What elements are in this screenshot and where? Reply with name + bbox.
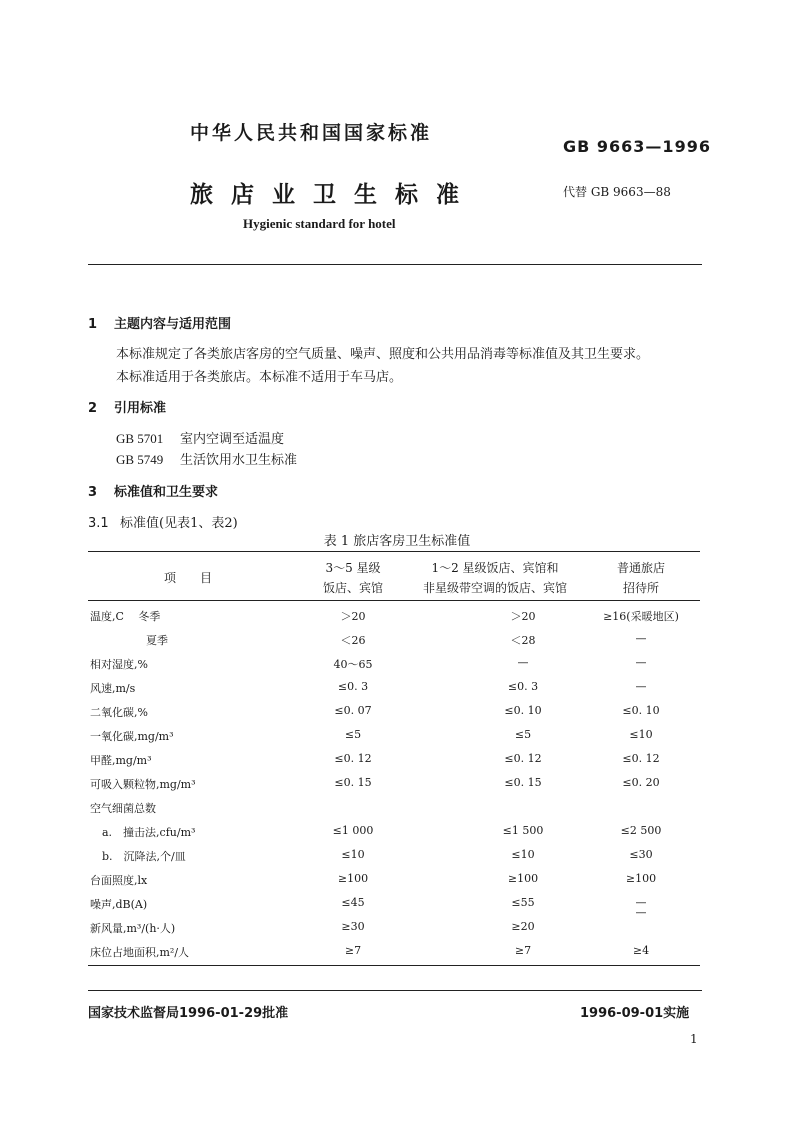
table-row — [88, 848, 700, 872]
cell-ordinary: — — [635, 896, 647, 909]
cell-3-5-star: ＞20 — [340, 610, 366, 623]
section-number: 1 — [88, 317, 98, 332]
table-caption: 表 1 旅店客房卫生标准值 — [323, 534, 471, 549]
cell-ordinary: — — [635, 656, 647, 669]
cell-3-5-star: ≥100 — [337, 872, 369, 885]
effective-date: 1996-09-01实施 — [580, 1006, 690, 1021]
cell-3-5-star: ≤0. 15 — [334, 776, 372, 789]
cell-1-2-star: ≤55 — [511, 896, 535, 909]
cell-3-5-star: ≤45 — [341, 896, 365, 909]
subsection-text: 标准值(见表1、表2) — [120, 516, 238, 531]
table-top-rule — [88, 551, 700, 552]
cell-item: 风速,m/s — [90, 682, 136, 695]
cell-ordinary: — — [635, 906, 647, 919]
table-row — [88, 906, 700, 944]
cell-1-2-star: ≤0. 10 — [504, 704, 542, 717]
section-title: 引用标准 — [114, 401, 167, 416]
reference-item — [116, 428, 284, 447]
cell-ordinary: ≤0. 10 — [622, 704, 660, 717]
table-row — [88, 632, 700, 656]
cell-1-2-star: ＞20 — [510, 610, 536, 623]
footer-divider — [88, 990, 702, 991]
issuing-body-title: 中华人民共和国国家标准 — [190, 122, 433, 144]
subsection-3-1 — [88, 512, 238, 531]
cell-1-2-star: ≤0. 12 — [504, 752, 542, 765]
cell-3-5-star: ≤1 000 — [332, 824, 374, 837]
cell-1-2-star: ≤5 — [514, 728, 532, 741]
header-col3 — [410, 558, 580, 598]
replaces-note: 代替 GB 9663—88 — [563, 185, 671, 199]
page-number: 1 — [690, 1032, 698, 1046]
cell-3-5-star: ＜26 — [340, 634, 366, 647]
approval-line: 国家技术监督局1996-01-29批准 — [88, 1006, 289, 1021]
cell-item: 温度,C 冬季 — [90, 610, 161, 623]
reference-name: 室内空调至适温度 — [180, 432, 285, 447]
header-item: 项 目 — [163, 571, 212, 585]
header-divider — [88, 264, 702, 265]
header-col2 — [288, 558, 418, 598]
cell-ordinary: ≤10 — [629, 728, 653, 741]
cell-ordinary: ≥16(采暖地区) — [603, 610, 679, 623]
cell-item: 床位占地面积,m²/人 — [90, 946, 190, 959]
table-header-rule — [88, 600, 700, 601]
header-col4 — [586, 558, 696, 598]
cell-item: 空气细菌总数 — [90, 802, 156, 815]
cell-item: b. 沉降法,个/皿 — [102, 850, 186, 863]
section-title: 主题内容与适用范围 — [114, 317, 232, 332]
section-heading-1 — [88, 313, 231, 332]
table-bottom-rule — [88, 965, 700, 966]
cell-ordinary: ≥100 — [625, 872, 657, 885]
cell-item: 新风量,m³/(h·人) — [90, 922, 176, 935]
standard-number: GB 9663—1996 — [563, 137, 711, 156]
header-col2-line2: 饭店、宾馆 — [322, 581, 383, 595]
cell-ordinary: ≥4 — [632, 944, 650, 957]
cell-item: 一氧化碳,mg/m³ — [90, 730, 174, 743]
table-row — [88, 656, 700, 680]
header-col4-line1: 普通旅店 — [616, 561, 665, 575]
cell-item: 二氧化碳,% — [90, 706, 148, 719]
table-row — [88, 872, 700, 896]
table-row — [88, 776, 700, 800]
table-row — [88, 728, 700, 752]
cell-1-2-star: ≤0. 15 — [504, 776, 542, 789]
cell-3-5-star: ≤0. 07 — [334, 704, 372, 717]
cell-item: 夏季 — [146, 634, 168, 647]
cell-item: 台面照度,lx — [90, 874, 148, 887]
cell-item: 可吸入颗粒物,mg/m³ — [90, 778, 196, 791]
cell-item: a. 撞击法,cfu/m³ — [102, 826, 196, 839]
section-number: 2 — [88, 401, 98, 416]
cell-ordinary: ≤2 500 — [620, 824, 662, 837]
cell-1-2-star: ≤1 500 — [502, 824, 544, 837]
reference-item — [116, 449, 297, 468]
header-col4-line2: 招待所 — [622, 581, 659, 595]
cell-ordinary: ≤0. 12 — [622, 752, 660, 765]
section-number: 3 — [88, 485, 98, 500]
cell-3-5-star: ≤0. 12 — [334, 752, 372, 765]
section-title: 标准值和卫生要求 — [114, 485, 219, 500]
cell-1-2-star: ≥100 — [507, 872, 539, 885]
cell-3-5-star: ≤0. 3 — [337, 680, 369, 693]
table-row — [88, 608, 700, 632]
reference-code: GB 5701 — [116, 431, 164, 446]
cell-3-5-star: ≤10 — [341, 848, 365, 861]
table-row — [88, 824, 700, 848]
cell-1-2-star: — — [517, 656, 529, 669]
subsection-number: 3.1 — [88, 516, 109, 531]
header-col3-line2: 非星级带空调的饭店、宾馆 — [422, 581, 567, 595]
section-heading-3 — [88, 481, 218, 500]
document-title: 旅店业卫生标准 — [190, 182, 477, 208]
table-row — [88, 800, 700, 824]
cell-1-2-star: ≥7 — [514, 944, 532, 957]
cell-3-5-star: 40～65 — [333, 658, 373, 671]
cell-1-2-star: ≤0. 3 — [507, 680, 539, 693]
cell-ordinary: — — [635, 680, 647, 693]
cell-3-5-star: ≥30 — [341, 920, 365, 933]
cell-item: 相对湿度,% — [90, 658, 148, 671]
cell-item: 甲醛,mg/m³ — [90, 754, 152, 767]
scope-paragraph-1: 本标准规定了各类旅店客房的空气质量、噪声、照度和公共用品消毒等标准值及其卫生要求。 — [116, 347, 650, 362]
section-heading-2 — [88, 397, 166, 416]
header-col2-line1: 3～5 星级 — [325, 561, 381, 575]
header-col3-line1: 1～2 星级饭店、宾馆和 — [431, 561, 559, 575]
table-row — [88, 752, 700, 776]
cell-ordinary: ≤30 — [629, 848, 653, 861]
cell-ordinary: — — [635, 632, 647, 645]
reference-name: 生活饮用水卫生标准 — [180, 453, 298, 468]
english-title: Hygienic standard for hotel — [243, 216, 396, 231]
table-row — [88, 704, 700, 728]
cell-item: 噪声,dB(A) — [90, 898, 148, 911]
reference-code: GB 5749 — [116, 452, 164, 467]
table-row — [88, 680, 700, 704]
cell-ordinary: ≤0. 20 — [622, 776, 660, 789]
cell-3-5-star: ≥7 — [344, 944, 362, 957]
cell-3-5-star: ≤5 — [344, 728, 362, 741]
cell-1-2-star: ≤10 — [511, 848, 535, 861]
cell-1-2-star: ＜28 — [510, 634, 536, 647]
scope-paragraph-2: 本标准适用于各类旅店。本标准不适用于车马店。 — [116, 370, 403, 385]
cell-1-2-star: ≥20 — [511, 920, 535, 933]
